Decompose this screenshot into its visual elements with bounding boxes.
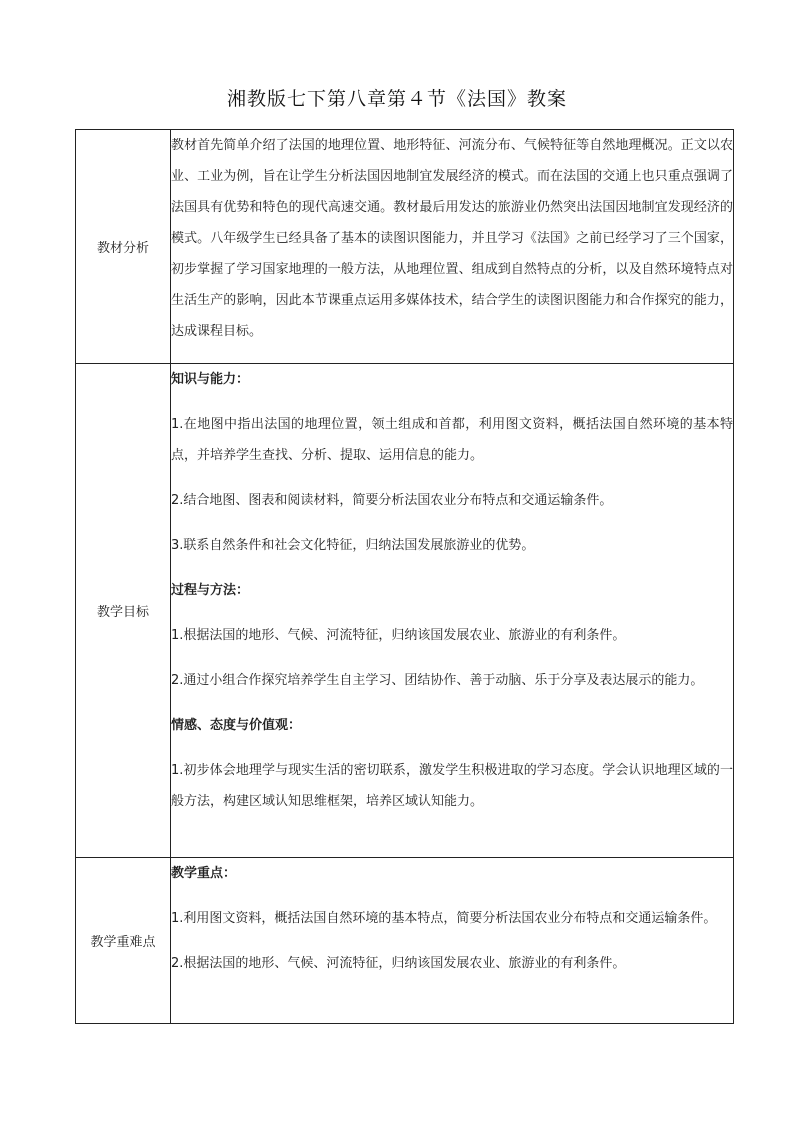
label-analysis: 教材分析: [76, 130, 171, 364]
emotion-heading: 情感、态度与价值观：: [171, 718, 302, 733]
lesson-plan-table: [75, 129, 734, 1024]
analysis-text: 教材首先简单介绍了法国的地理位置、地形特征、河流分布、气候特征等自然地理概况。正文以农业、工业为例，旨在让学生分析法国因地制宜发展经济的模式。而在法国的交通上也只重点强调了法国具有优势和特色的现代高速交通。教材最后用发达的旅游业仍然突出法国因地制宜发现经济的模式。八年级学生已经具备了基本的读图识图能力，并且学习《法国》之前已经学习了三个国家，初步掌握了学习国家地理的一般方法，从地理位置、组成到自然特点的分析，以及自然环境特点对生活生产的影响，因此本节课重点运用多媒体技术，结合学生的读图识图能力和合作探究的能力，达成课程目标。: [171, 138, 733, 339]
label-keypoints: 教学重难点: [76, 858, 171, 1024]
row-keypoints: [76, 858, 734, 1024]
label-objectives: 教学目标: [76, 364, 171, 858]
content-objectives: [171, 364, 734, 858]
process-heading: 过程与方法：: [171, 583, 250, 598]
knowledge-item: 2.结合地图、图表和阅读材料，简要分析法国农业分布特点和交通运输条件。: [171, 493, 613, 508]
knowledge-item: 1.在地图中指出法国的地理位置，领土组成和首都，利用图文资料，概括法国自然环境的基本特点，并培养学生查找、分析、提取、运用信息的能力。: [171, 417, 733, 463]
keypoints-item: 2.根据法国的地形、气候、河流特征，归纳该国发展农业、旅游业的有利条件。: [171, 956, 626, 971]
row-objectives: [76, 364, 734, 858]
process-item: 2.通过小组合作探究培养学生自主学习、团结协作、善于动脑、乐于分享及表达展示的能力。: [171, 673, 704, 688]
content-analysis: [171, 130, 734, 364]
emotion-item: 1.初步体会地理学与现实生活的密切联系，激发学生积极进取的学习态度。学会认识地理区域的一般方法，构建区域认知思维框架，培养区域认知能力。: [171, 763, 733, 809]
keypoints-item: 1.利用图文资料，概括法国自然环境的基本特点，简要分析法国农业分布特点和交通运输条件。: [171, 911, 717, 926]
row-analysis: [76, 130, 734, 364]
knowledge-heading: 知识与能力：: [171, 372, 250, 387]
process-item: 1.根据法国的地形、气候、河流特征，归纳该国发展农业、旅游业的有利条件。: [171, 628, 626, 643]
knowledge-item: 3.联系自然条件和社会文化特征，归纳法国发展旅游业的优势。: [171, 538, 535, 553]
keypoints-heading: 教学重点：: [171, 866, 237, 881]
document-title: 湘教版七下第八章第４节《法国》教案: [226, 88, 567, 110]
content-keypoints: [171, 858, 734, 1024]
